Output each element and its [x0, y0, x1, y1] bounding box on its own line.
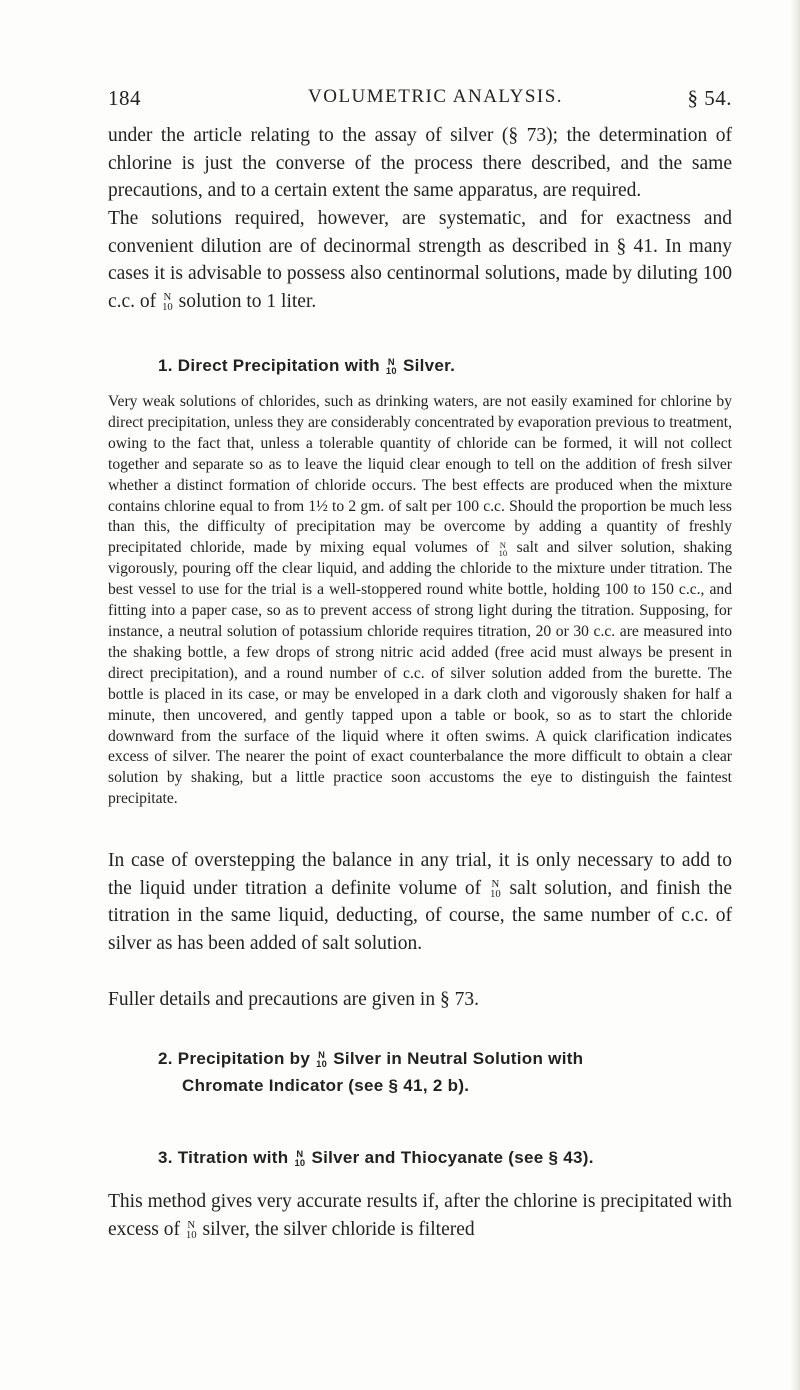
intro-paragraph-2-text-a: The solutions required, however, are systematic, and for exactness and convenient dilution are of decinormal strength as described in § 41. In many cases it is advisable to possess also centinormal solutions, made by diluting 100 c.c. of	[108, 208, 732, 312]
decinormal-fraction: N 10	[162, 291, 173, 314]
section-2-heading-text-b: Silver in Neutral Solution with	[333, 1049, 584, 1068]
section-2-heading	[158, 1045, 748, 1099]
fuller-details-line: Fuller details and precautions are given in § 73.	[108, 989, 479, 1010]
running-header	[108, 86, 732, 114]
section-number: § 54.	[687, 86, 732, 110]
section-1-small-paragraph	[108, 392, 732, 810]
decinormal-fraction: N 10	[498, 539, 508, 558]
section-1-large-paragraph	[108, 847, 732, 957]
decinormal-fraction: N 10	[185, 1218, 197, 1242]
section-3-heading-text-b: Silver and Thiocyanate (see § 43).	[311, 1148, 594, 1167]
intro-paragraph-2	[108, 205, 732, 315]
intro-paragraph-1: under the article relating to the assay of silver (§ 73); the determination of chlorine is just the converse of the process there described, and the same precautions, and to a certain extent the same apparatus, are required.	[108, 125, 732, 202]
section-3-paragraph	[108, 1188, 732, 1243]
section-1-small-text-b: salt and silver solution, shaking vigorously, pouring off the clear liquid, and adding the chloride to the mixture under titration. The best vessel to use for the trial is a well-stoppered round white bottle, holding 100 to 150 c.c., and fitting into a paper case, so as to prevent access of strong light during the titration. Supposing, for instance, a neutral solution of potassium chloride requires titration, 20 or 30 c.c. are measured into the shaking bottle, a few drops of strong nitric acid added (free acid must always be present in direct precipitation), and a round number of c.c. of silver solution added from the burette. The bottle is placed in its case, or may be enveloped in a dark cloth and vigorously shaken for half a minute, then uncovered, and gently tapped upon a table or book, so as to start the chloride downward from the surface of the liquid where it often swims. A quick clarification indicates excess of silver. The nearer the point of exact counterbalance the more difficult to obtain a clear solution by shaking, but a little practice soon accustoms the eye to distinguish the faintest precipitate.	[108, 539, 733, 808]
decinormal-fraction: N 10	[294, 1148, 306, 1168]
section-1-large-text-a: In case of overstepping the balance in any trial, it is only necessary to add to the liquid under titration a definite volume of	[108, 850, 732, 899]
section-1-heading-text-b: Silver.	[402, 356, 456, 375]
section-2-heading-text-c: Chromate Indicator (see § 41, 2 b).	[182, 1076, 470, 1095]
decinormal-fraction: N 10	[489, 877, 501, 901]
page-edge-shadow	[790, 0, 800, 1390]
section-1-large-text-b: salt solution, and finish the titration in the same liquid, deducting, of course, the same number of c.c. of silver as has been added of salt solution.	[108, 877, 733, 954]
section-1-small-text-a: Very weak solutions of chlorides, such as drinking waters, are not easily examined for chlorine by direct precipitation, unless they are considerably concentrated by evaporation previous to treatment, owing to the fact that, unless a tolerable quantity of chloride can be formed, it will not collect together and separate so as to leave the liquid clear enough to tell on the addition of fresh silver whether a distinct formation of chloride occurs. The best effects are produced when the mixture contains chlorine equal to from 1½ to 2 gm. of salt per 100 c.c. Should the proportion be much less than this, the difficulty of precipitation may be overcome by adding a quantity of freshly precipitated chloride, made by mixing equal volumes of	[108, 393, 732, 557]
intro-paragraph-2-text-b: solution to 1 liter.	[178, 290, 317, 312]
section-1-heading	[158, 352, 455, 379]
decinormal-fraction: N 10	[385, 356, 397, 376]
page-number: 184	[108, 86, 141, 110]
section-2-heading-text-a: 2. Precipitation by	[158, 1049, 311, 1068]
running-title: VOLUMETRIC ANALYSIS.	[308, 86, 564, 107]
section-3-heading-text-a: 3. Titration with	[158, 1148, 289, 1167]
section-3-text-a: This method gives very accurate results if, after the chlorine is precipitated with excess of	[108, 1191, 732, 1240]
section-3-text-b: silver, the silver chloride is filtered	[202, 1218, 475, 1240]
section-1-heading-text-a: 1. Direct Precipitation with	[158, 356, 380, 375]
section-3-heading	[158, 1144, 594, 1171]
decinormal-fraction: N 10	[316, 1049, 328, 1069]
